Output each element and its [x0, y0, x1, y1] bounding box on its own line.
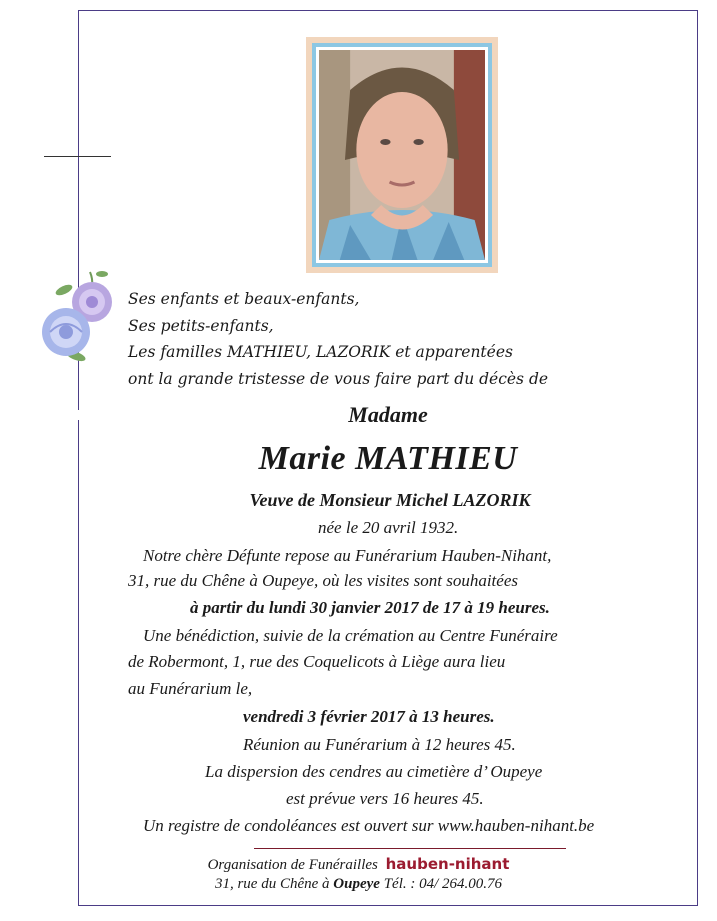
frame-top-border: [78, 10, 698, 11]
frame-left-border-lower: [78, 420, 79, 906]
body-line: Réunion au Funérarium à 12 heures 45.: [243, 735, 516, 754]
body-line: Une bénédiction, suivie de la crémation au Centre Funéraire: [143, 626, 558, 645]
body-line: 31, rue du Chêne à Oupeye, où les visites sont souhaitées: [128, 571, 518, 590]
portrait-photo: [306, 37, 498, 273]
body-line: Notre chère Défunte repose au Funérarium Hauben-Nihant,: [143, 546, 552, 565]
frame-left-border: [78, 10, 79, 125]
brand-logo: hauben-nihant: [385, 855, 510, 873]
intro-line: ont la grande tristesse de vous faire part du décès de: [128, 369, 549, 388]
body-line: de Robermont, 1, rue des Coquelicots à Liège aura lieu: [128, 652, 506, 671]
body-line: est prévue vers 16 heures 45.: [286, 789, 484, 808]
footer-organisation: [0, 855, 717, 874]
family-intro: [128, 286, 688, 392]
footer-phone: Tél. : 04/ 264.00.76: [383, 876, 503, 892]
footer-org-text: Organisation de Funérailles: [207, 857, 378, 873]
intro-line: Les familles MATHIEU, LAZORIK et apparentées: [128, 343, 513, 361]
portrait-image: [319, 50, 485, 260]
intro-line: Ses petits-enfants,: [128, 316, 274, 335]
title-madame: Madame: [348, 402, 428, 427]
widow-of-line: Veuve de Monsieur Michel LAZORIK: [249, 490, 531, 510]
rose-flower-icon: [36, 266, 122, 370]
cross-horizontal-bar: [44, 156, 111, 157]
intro-line: Ses enfants et beaux-enfants,: [128, 290, 360, 308]
ceremony-date: vendredi 3 février 2017 à 13 heures.: [243, 707, 495, 726]
deceased-name: Marie MATHIEU: [258, 440, 518, 477]
condolence-register-line: Un registre de condoléances est ouvert sur www.hauben-nihant.be: [143, 816, 595, 835]
frame-bottom-border: [78, 905, 698, 906]
footer-address-text: 31, rue du Chêne à: [214, 876, 330, 892]
birth-date: née le 20 avril 1932.: [318, 518, 459, 537]
visit-times: à partir du lundi 30 janvier 2017 de 17 à 19 heures.: [190, 598, 550, 617]
footer-town: Oupeye: [333, 876, 380, 892]
body-line: La dispersion des cendres au cimetière d’ Oupeye: [205, 762, 543, 781]
footer-divider: [254, 848, 566, 849]
body-line: au Funérarium le,: [128, 679, 253, 698]
footer-address: [0, 876, 717, 893]
